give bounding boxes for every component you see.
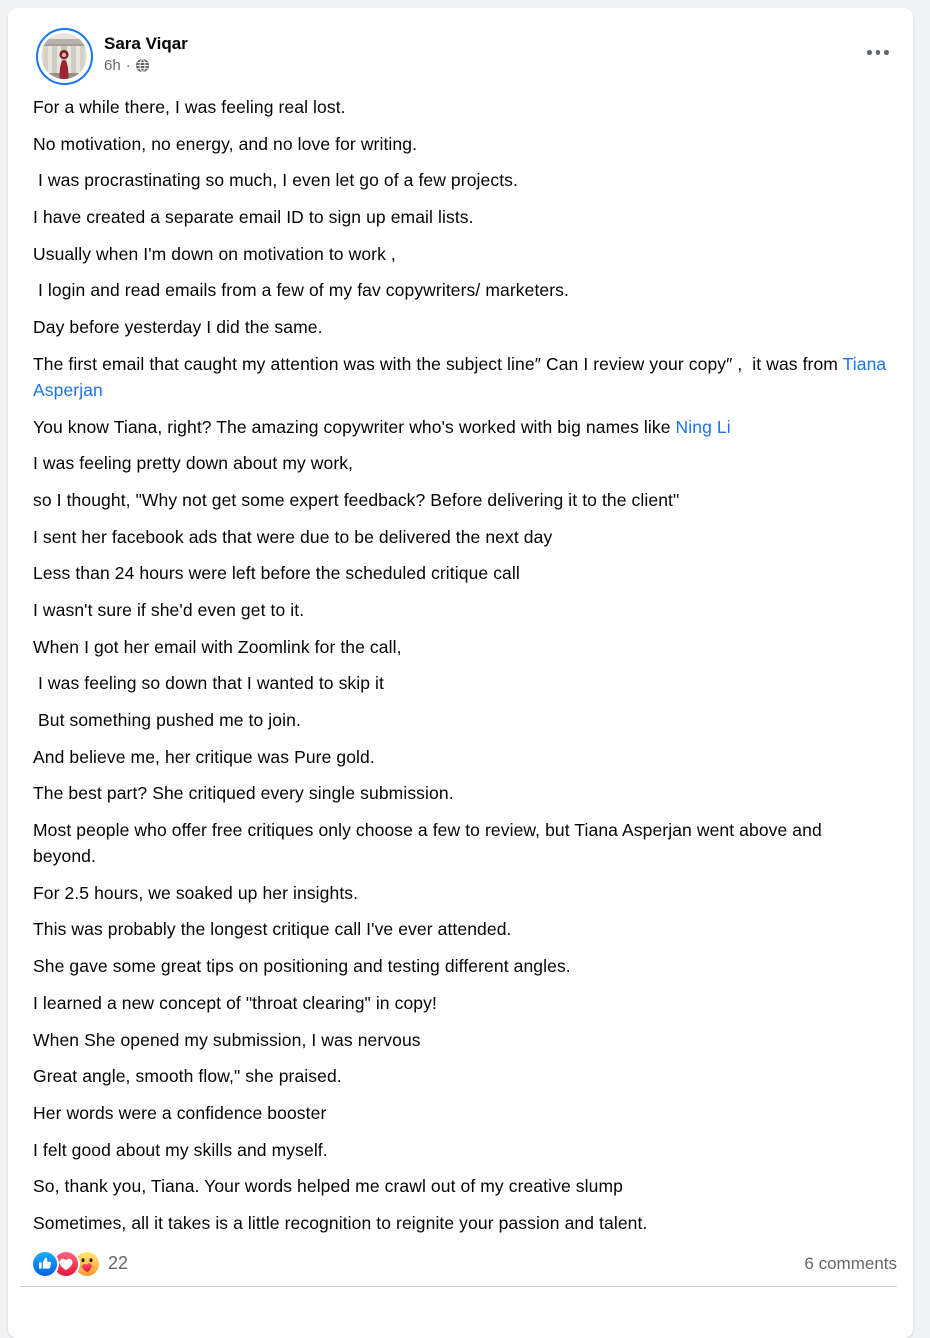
post-paragraph: [33, 597, 889, 623]
reaction-summary[interactable]: [33, 1252, 128, 1276]
paragraph-text: so I thought, "Why not get some expert feedback? Before delivering it to the client": [33, 489, 680, 510]
paragraph-text: But something pushed me to join.: [33, 710, 301, 730]
post-paragraph: [33, 1027, 889, 1053]
meta-separator: ·: [125, 57, 131, 74]
post-paragraph: [33, 634, 889, 660]
post-paragraph: [33, 131, 889, 157]
paragraph-text: Sometimes, all it takes is a little recognition to reignite your passion and talent.: [33, 1212, 648, 1233]
post-paragraph: [33, 670, 889, 696]
paragraph-text: No motivation, no energy, and no love for writing.: [33, 133, 418, 154]
timestamp[interactable]: 6h: [104, 57, 121, 74]
post-paragraph: [33, 1137, 889, 1163]
profile-link[interactable]: Tiana Asperjan: [33, 353, 891, 400]
post-paragraph: [33, 414, 889, 440]
ellipsis-icon: [884, 50, 889, 55]
paragraph-text: Usually when I'm down on motivation to work ,: [33, 243, 396, 264]
post-card: [8, 8, 913, 1338]
paragraph-text: Her words were a confidence booster: [33, 1102, 327, 1123]
post-paragraph: [33, 1173, 889, 1199]
paragraph-text: I felt good about my skills and myself.: [33, 1139, 328, 1160]
post-paragraph: [33, 277, 889, 303]
profile-photo-icon: [41, 33, 87, 79]
post-paragraph: [33, 817, 889, 869]
ellipsis-icon: [876, 50, 881, 55]
post-meta-row: [104, 57, 188, 74]
paragraph-text: So, thank you, Tiana. Your words helped me crawl out of my creative slump: [33, 1176, 623, 1197]
comments-count[interactable]: 6 comments: [804, 1253, 897, 1273]
footer-divider: [20, 1286, 897, 1287]
reaction-count[interactable]: 22: [108, 1253, 129, 1274]
paragraph-text: I was procrastinating so much, I even let go of a few projects.: [33, 170, 518, 191]
globe-icon: [136, 59, 149, 72]
ellipsis-icon: [867, 50, 872, 55]
post-paragraph: [33, 780, 889, 806]
paragraph-text: Great angle, smooth flow," she praised.: [33, 1066, 342, 1087]
paragraph-text: I wasn't sure if she'd even get to it.: [33, 599, 305, 620]
paragraph-text: The first email that caught my attention was with the subject line″ Can I review your copy″ , it was from: [33, 353, 843, 374]
paragraph-text: For a while there, I was feeling real lost.: [33, 97, 346, 117]
post-footer: [8, 1247, 913, 1286]
post-paragraph: [33, 94, 889, 120]
post-paragraph: [33, 744, 889, 770]
paragraph-text: When She opened my submission, I was nervous: [33, 1029, 421, 1050]
paragraph-text: For 2.5 hours, we soaked up her insights.: [33, 882, 359, 903]
profile-link[interactable]: Ning Li: [675, 416, 731, 437]
post-paragraph: [33, 1100, 889, 1126]
post-options-button[interactable]: [861, 42, 895, 63]
paragraph-text: I have created a separate email ID to sign up email lists.: [33, 207, 474, 228]
paragraph-text: Most people who offer free critiques only choose a few to review, but Tiana Asperjan went above and beyond.: [33, 820, 827, 867]
post-paragraph: [33, 524, 889, 550]
paragraph-text: I was feeling pretty down about my work,: [33, 453, 354, 474]
post-paragraph: [33, 204, 889, 230]
post-paragraph: [33, 351, 889, 403]
avatar[interactable]: [36, 28, 93, 85]
paragraph-text: Day before yesterday I did the same.: [33, 317, 323, 338]
paragraph-text: And believe me, her critique was Pure gold.: [33, 746, 375, 767]
post-paragraph: [33, 1063, 889, 1089]
post-paragraph: [33, 560, 889, 586]
header-meta: [104, 28, 188, 74]
paragraph-text: Less than 24 hours were left before the scheduled critique call: [33, 563, 520, 584]
love-reaction-icon[interactable]: [54, 1252, 78, 1276]
post-paragraph: [33, 450, 889, 476]
paragraph-text: You know Tiana, right? The amazing copywriter who's worked with big names like: [33, 416, 676, 437]
paragraph-text: The best part? She critiqued every single submission.: [33, 783, 454, 804]
post-paragraph: [33, 167, 889, 193]
like-reaction-icon[interactable]: [33, 1252, 57, 1276]
post-paragraph: [33, 1210, 889, 1236]
paragraph-text: I learned a new concept of "throat clearing" in copy!: [33, 992, 437, 1013]
post-header: [8, 8, 913, 87]
post-paragraph: [33, 990, 889, 1016]
post-body: [8, 87, 913, 1236]
paragraph-text: I login and read emails from a few of my fav copywriters/ marketers.: [33, 280, 569, 301]
paragraph-text: I was feeling so down that I wanted to skip it: [33, 673, 385, 694]
care-reaction-icon[interactable]: [75, 1252, 99, 1276]
post-paragraph: [33, 880, 889, 906]
post-paragraph: [33, 241, 889, 267]
post-paragraph: [33, 314, 889, 340]
paragraph-text: I sent her facebook ads that were due to be delivered the next day: [33, 526, 553, 547]
paragraph-text: When I got her email with Zoomlink for the call,: [33, 636, 402, 657]
post-paragraph: [33, 707, 889, 733]
paragraph-text: She gave some great tips on positioning and testing different angles.: [33, 956, 571, 977]
author-name[interactable]: Sara Viqar: [104, 34, 188, 53]
post-paragraph: [33, 916, 889, 942]
post-paragraph: [33, 487, 889, 513]
paragraph-text: This was probably the longest critique call I've ever attended.: [33, 919, 512, 940]
post-paragraph: [33, 953, 889, 979]
